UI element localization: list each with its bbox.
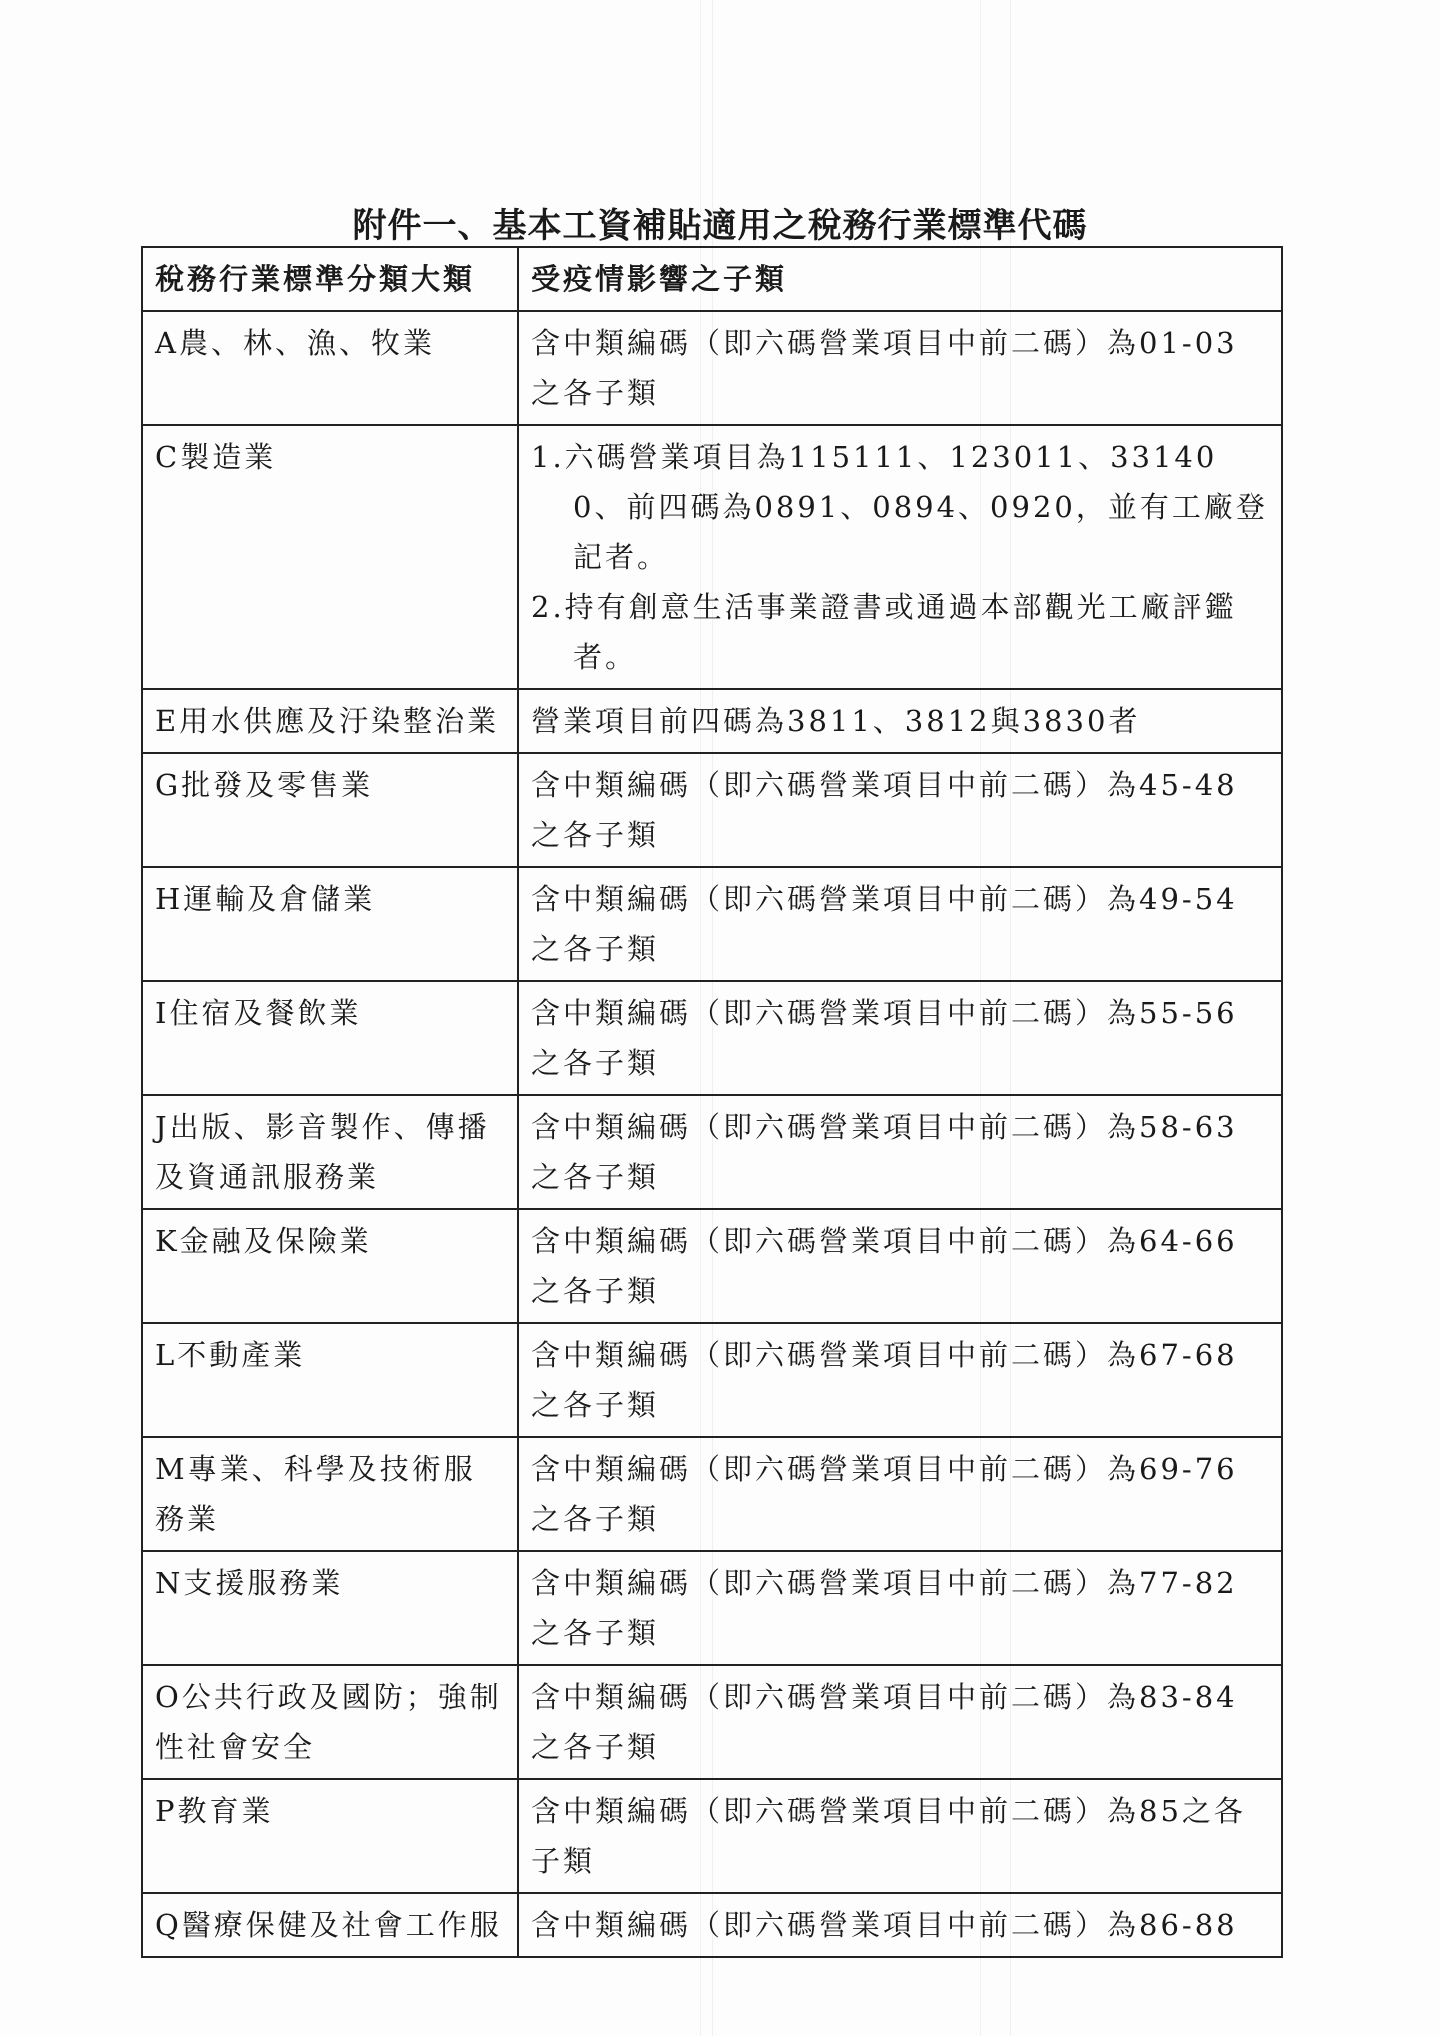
table-row (142, 1323, 1282, 1437)
subcategory-cell: 含中類編碼（即六碼營業項目中前二碼）為01-03之各子類 (518, 311, 1282, 425)
subcategory-cell: 含中類編碼（即六碼營業項目中前二碼）為64-66之各子類 (518, 1209, 1282, 1323)
category-cell: N支援服務業 (142, 1551, 518, 1665)
category-cell: L不動產業 (142, 1323, 518, 1437)
category-cell: O公共行政及國防；強制性社會安全 (142, 1665, 518, 1779)
table-row (142, 1779, 1282, 1893)
subcategory-cell: 含中類編碼（即六碼營業項目中前二碼）為86-88 (518, 1893, 1282, 1957)
subcategory-cell: 含中類編碼（即六碼營業項目中前二碼）為67-68之各子類 (518, 1323, 1282, 1437)
industry-code-table (141, 246, 1283, 1958)
category-cell: G批發及零售業 (142, 753, 518, 867)
category-cell: M專業、科學及技術服務業 (142, 1437, 518, 1551)
category-cell: Q醫療保健及社會工作服 (142, 1893, 518, 1957)
subcategory-cell: 含中類編碼（即六碼營業項目中前二碼）為83-84之各子類 (518, 1665, 1282, 1779)
subcategory-cell: 含中類編碼（即六碼營業項目中前二碼）為69-76之各子類 (518, 1437, 1282, 1551)
category-cell: J出版、影音製作、傳播及資通訊服務業 (142, 1095, 518, 1209)
header-category: 稅務行業標準分類大類 (142, 247, 518, 311)
subcategory-cell: 含中類編碼（即六碼營業項目中前二碼）為85之各子類 (518, 1779, 1282, 1893)
table-row (142, 1551, 1282, 1665)
subcategory-cell: 含中類編碼（即六碼營業項目中前二碼）為58-63之各子類 (518, 1095, 1282, 1209)
subcategory-cell: 含中類編碼（即六碼營業項目中前二碼）為49-54之各子類 (518, 867, 1282, 981)
table-row (142, 689, 1282, 753)
table-row (142, 867, 1282, 981)
subcategory-cell: 含中類編碼（即六碼營業項目中前二碼）為77-82之各子類 (518, 1551, 1282, 1665)
category-cell: H運輸及倉儲業 (142, 867, 518, 981)
page-title: 附件一、基本工資補貼適用之稅務行業標準代碼 (352, 206, 1088, 246)
list-item: 1.六碼營業項目為115111、123011、331400、前四碼為0891、0894、0920，並有工廠登記者。 (531, 440, 1268, 574)
subcategory-cell: 含中類編碼（即六碼營業項目中前二碼）為45-48之各子類 (518, 753, 1282, 867)
subcategory-cell (518, 425, 1282, 689)
table-header-row (142, 247, 1282, 311)
category-cell: C製造業 (142, 425, 518, 689)
subcategory-cell: 含中類編碼（即六碼營業項目中前二碼）為55-56之各子類 (518, 981, 1282, 1095)
header-subcategory: 受疫情影響之子類 (518, 247, 1282, 311)
list-item: 2.持有創意生活事業證書或通過本部觀光工廠評鑑者。 (531, 590, 1237, 674)
table-row (142, 1095, 1282, 1209)
subcategory-cell: 營業項目前四碼為3811、3812與3830者 (518, 689, 1282, 753)
table-row (142, 425, 1282, 689)
table-row (142, 981, 1282, 1095)
table-row (142, 1437, 1282, 1551)
table-row (142, 311, 1282, 425)
category-cell: K金融及保險業 (142, 1209, 518, 1323)
table-row (142, 1893, 1282, 1957)
category-cell: E用水供應及汙染整治業 (142, 689, 518, 753)
table-row (142, 753, 1282, 867)
table-row (142, 1665, 1282, 1779)
table-row (142, 1209, 1282, 1323)
category-cell: I住宿及餐飲業 (142, 981, 518, 1095)
category-cell: A農、林、漁、牧業 (142, 311, 518, 425)
category-cell: P教育業 (142, 1779, 518, 1893)
